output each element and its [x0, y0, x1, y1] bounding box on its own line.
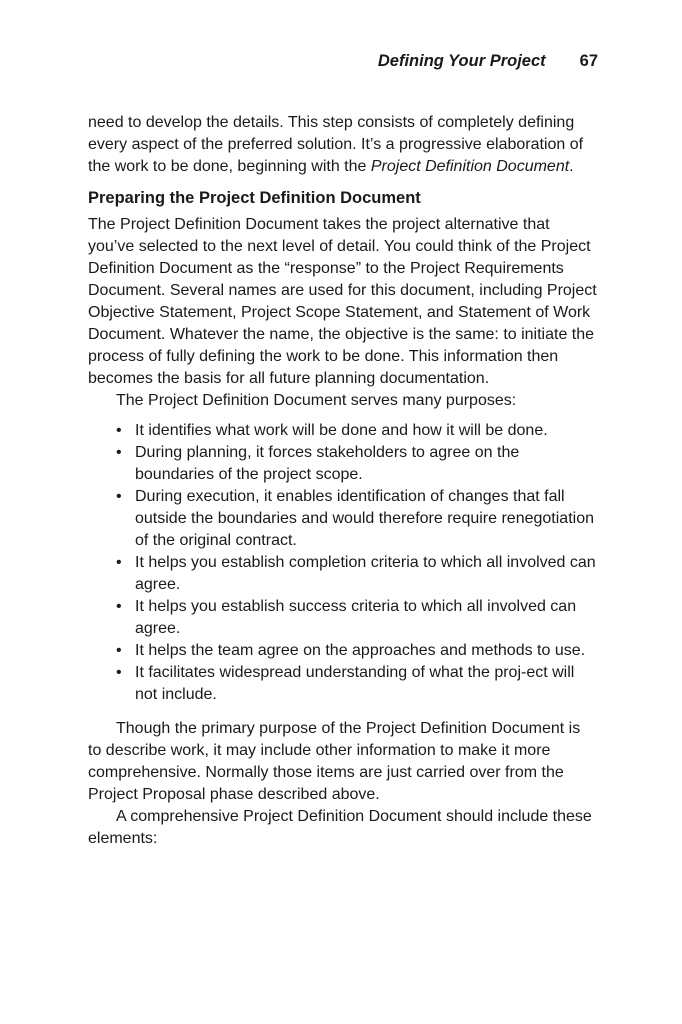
purpose-item: • It helps the team agree on the approaches and methods to use. [116, 640, 598, 662]
section-heading: Preparing the Project Definition Document [88, 189, 421, 207]
intro-paragraph [88, 112, 598, 178]
intro-paragraph-text: need to develop the details. This step consists of completely defining every aspect of the preferred solution. It’s a progressive elaboration of the work to be done, beginning with the [88, 114, 584, 175]
running-head [88, 52, 598, 78]
purpose-item: • It helps you establish success criteria to which all involved can agree. [116, 596, 598, 640]
intro-paragraph-italic: Project Definition Document [370, 158, 570, 175]
page-number: 67 [579, 52, 598, 70]
paragraph-purposes-intro: The Project Definition Document serves many purposes: [116, 392, 517, 409]
purpose-item: • During execution, it enables identification of changes that fall outside the boundaries and would therefore require renegotiation of the original contract. [116, 486, 598, 552]
purposes-list [116, 420, 598, 706]
purpose-item: • It facilitates widespread understanding of what the proj-ect will not include. [116, 662, 598, 706]
paragraph-primary-purpose: Though the primary purpose of the Project Definition Document is to describe work, it may include other information to make it more comprehensive. Normally those items are just carried over from the Project Proposal phase described above. [88, 720, 581, 803]
book-page [88, 52, 598, 850]
paragraph-project-definition: The Project Definition Document takes the project alternative that you’ve selected to the next level of detail. You could think of the Project Definition Document as the “response” to the Project Requirements Document. Several names are used for this document, including Project Objective Statement, Project Scope Statement, and Statement of Work Document. Whatever the name, the objective is the same: to initiate the process of fully defining the work to be done. This information then becomes the basis for all future planning documentation. [88, 216, 597, 387]
purpose-item: • It identifies what work will be done and how it will be done. [116, 420, 598, 442]
intro-paragraph-end: . [569, 158, 574, 175]
purpose-item: • During planning, it forces stakeholders to agree on the boundaries of the project scope. [116, 442, 598, 486]
running-head-title: Defining Your Project [377, 52, 546, 70]
purpose-item: • It helps you establish completion criteria to which all involved can agree. [116, 552, 598, 596]
paragraph-elements-intro: A comprehensive Project Definition Document should include these elements: [88, 808, 592, 847]
